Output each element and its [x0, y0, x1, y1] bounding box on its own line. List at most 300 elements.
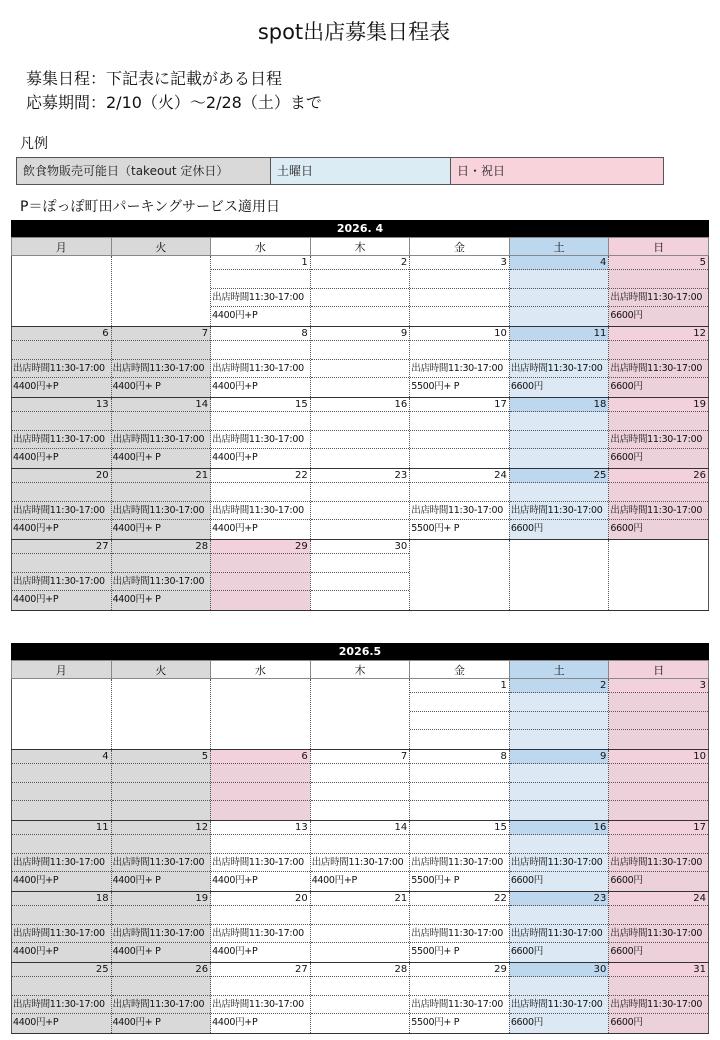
day-cell	[310, 469, 410, 540]
open-hours-text: 出店時間11:30-17:00	[311, 854, 410, 872]
fee-text: 4400円+ P	[112, 523, 161, 534]
cell-blank-row	[211, 270, 310, 289]
cell-blank-row	[112, 835, 211, 854]
open-hours-text: 出店時間11:30-17:00	[609, 289, 708, 307]
open-hours-text: 出店時間11:30-17:00	[112, 996, 211, 1014]
day-number	[510, 540, 609, 554]
fee-text: 6600円	[610, 381, 643, 392]
day-number: 19	[112, 892, 211, 906]
day-cell	[211, 679, 311, 750]
day-number: 20	[211, 892, 310, 906]
cell-blank-row	[12, 554, 111, 573]
weekday-header: 月	[12, 661, 112, 679]
open-hours-text: 出店時間11:30-17:00	[609, 996, 708, 1014]
open-hours-text: 出店時間11:30-17:00	[12, 360, 111, 378]
day-cell	[310, 821, 410, 892]
open-hours-text	[410, 431, 509, 449]
fee-text: 4400円+P	[311, 875, 357, 886]
day-cell	[111, 540, 211, 611]
open-hours-text: 出店時間11:30-17:00	[211, 854, 310, 872]
day-number	[112, 256, 211, 270]
day-number: 30	[510, 963, 609, 977]
open-hours-text	[311, 502, 410, 520]
cell-blank-row	[112, 554, 211, 573]
cell-blank-row	[609, 483, 708, 502]
fee-text: 4400円+P	[13, 946, 59, 957]
cell-blank-row	[410, 835, 509, 854]
day-number: 16	[311, 398, 410, 412]
day-cell	[609, 540, 709, 611]
fee-text	[311, 801, 410, 819]
day-number: 2	[311, 256, 410, 270]
day-cell	[609, 327, 709, 398]
cell-blank-row	[410, 693, 509, 712]
cell-blank-row	[311, 341, 410, 360]
day-number: 2	[510, 679, 609, 693]
day-cell	[310, 963, 410, 1034]
fee-text: 4400円+P	[212, 946, 258, 957]
open-hours-text: 出店時間11:30-17:00	[12, 431, 111, 449]
calendar-april	[11, 220, 709, 611]
day-cell	[111, 327, 211, 398]
day-cell	[12, 750, 112, 821]
open-hours-text: 出店時間11:30-17:00	[211, 360, 310, 378]
day-cell	[211, 821, 311, 892]
day-cell	[211, 327, 311, 398]
cell-blank-row	[12, 412, 111, 431]
cell-blank-row	[410, 270, 509, 289]
day-cell	[211, 469, 311, 540]
cell-blank-row	[211, 483, 310, 502]
day-cell	[111, 469, 211, 540]
legend-holiday: 日・祝日	[451, 158, 663, 184]
cell-blank-row	[311, 554, 410, 573]
open-hours-text: 出店時間11:30-17:00	[609, 502, 708, 520]
cell-blank-row	[12, 906, 111, 925]
day-number: 28	[311, 963, 410, 977]
day-number: 25	[510, 469, 609, 483]
open-hours-text	[510, 783, 609, 801]
open-hours-text: 出店時間11:30-17:00	[112, 502, 211, 520]
day-cell	[509, 540, 609, 611]
cell-blank-row	[112, 977, 211, 996]
day-cell	[410, 327, 510, 398]
fee-text: 5500円+ P	[411, 946, 460, 957]
weekday-header: 日	[609, 238, 709, 256]
fee-text	[112, 801, 211, 819]
cell-blank-row	[211, 906, 310, 925]
cell-blank-row	[609, 764, 708, 783]
open-hours-text: 出店時間11:30-17:00	[12, 996, 111, 1014]
fee-text	[311, 520, 410, 538]
day-number: 11	[510, 327, 609, 341]
fee-text	[311, 378, 410, 396]
cell-blank-row	[211, 554, 310, 573]
legend-saturday: 土曜日	[271, 158, 451, 184]
cell-blank-row	[311, 764, 410, 783]
fee-text: 4400円+P	[212, 523, 258, 534]
open-hours-text	[311, 431, 410, 449]
day-cell	[211, 750, 311, 821]
day-cell	[609, 469, 709, 540]
day-number: 4	[510, 256, 609, 270]
open-hours-text: 出店時間11:30-17:00	[609, 925, 708, 943]
open-hours-text: 出店時間11:30-17:00	[12, 502, 111, 520]
calendar-month-header: 2026.5	[11, 643, 709, 660]
day-cell	[111, 256, 211, 327]
cell-blank-row	[410, 764, 509, 783]
open-hours-text	[609, 712, 708, 730]
cell-blank-row	[311, 835, 410, 854]
weekday-header: 火	[111, 238, 211, 256]
open-hours-text	[311, 996, 410, 1014]
day-number: 1	[410, 679, 509, 693]
fee-text	[311, 591, 410, 609]
open-hours-text: 出店時間11:30-17:00	[609, 854, 708, 872]
cell-blank-row	[410, 977, 509, 996]
day-cell	[310, 892, 410, 963]
cell-blank-row	[609, 693, 708, 712]
fee-text: 4400円+P	[13, 594, 59, 605]
fee-text: 6600円	[510, 946, 543, 957]
day-cell	[310, 540, 410, 611]
day-cell	[509, 963, 609, 1034]
day-number: 22	[410, 892, 509, 906]
day-number: 25	[12, 963, 111, 977]
fee-text: 6600円	[610, 523, 643, 534]
legend-label: 凡例	[20, 136, 48, 152]
day-cell	[410, 256, 510, 327]
day-number: 21	[311, 892, 410, 906]
fee-text	[410, 449, 509, 467]
day-number: 5	[609, 256, 708, 270]
open-hours-text: 出店時間11:30-17:00	[112, 925, 211, 943]
cell-blank-row	[311, 977, 410, 996]
open-hours-text	[510, 431, 609, 449]
weekday-header: 金	[410, 238, 510, 256]
cell-blank-row	[211, 764, 310, 783]
day-number	[12, 679, 111, 693]
day-cell	[111, 892, 211, 963]
open-hours-text: 出店時間11:30-17:00	[211, 925, 310, 943]
open-hours-text: 出店時間11:30-17:00	[510, 925, 609, 943]
day-cell	[609, 821, 709, 892]
day-number: 11	[12, 821, 111, 835]
day-cell	[410, 398, 510, 469]
open-hours-text	[510, 289, 609, 307]
day-cell	[111, 750, 211, 821]
day-cell	[609, 892, 709, 963]
day-number: 27	[211, 963, 310, 977]
fee-text	[311, 307, 410, 325]
day-cell	[12, 398, 112, 469]
day-number: 13	[12, 398, 111, 412]
day-cell	[12, 821, 112, 892]
cell-blank-row	[510, 270, 609, 289]
open-hours-text	[311, 573, 410, 591]
weekday-header: 火	[111, 661, 211, 679]
day-number: 9	[311, 327, 410, 341]
day-number: 17	[609, 821, 708, 835]
day-number: 10	[410, 327, 509, 341]
day-cell	[509, 679, 609, 750]
cell-blank-row	[510, 412, 609, 431]
fee-text: 6600円	[610, 875, 643, 886]
weekday-header: 木	[310, 238, 410, 256]
day-number: 24	[609, 892, 708, 906]
open-hours-text: 出店時間11:30-17:00	[12, 854, 111, 872]
cell-blank-row	[410, 341, 509, 360]
cell-blank-row	[311, 412, 410, 431]
day-number: 17	[410, 398, 509, 412]
recruit-schedule-text: 募集日程：下記表に記載がある日程	[26, 69, 283, 88]
fee-text: 5500円+ P	[411, 523, 460, 534]
fee-text: 4400円+P	[212, 1017, 258, 1028]
cell-blank-row	[311, 270, 410, 289]
cell-blank-row	[112, 764, 211, 783]
day-cell	[609, 679, 709, 750]
day-cell	[12, 540, 112, 611]
day-cell	[211, 398, 311, 469]
day-number: 22	[211, 469, 310, 483]
day-cell	[509, 398, 609, 469]
cell-blank-row	[609, 412, 708, 431]
fee-text: 6600円	[510, 523, 543, 534]
day-cell	[609, 963, 709, 1034]
fee-text: 4400円+ P	[112, 594, 161, 605]
open-hours-text: 出店時間11:30-17:00	[410, 925, 509, 943]
day-cell	[410, 821, 510, 892]
open-hours-text: 出店時間11:30-17:00	[112, 431, 211, 449]
fee-text: 4400円+P	[13, 875, 59, 886]
day-cell	[111, 821, 211, 892]
day-cell	[509, 469, 609, 540]
cell-blank-row	[211, 341, 310, 360]
day-number: 14	[311, 821, 410, 835]
fee-text: 6600円	[610, 310, 643, 321]
open-hours-text	[211, 573, 310, 591]
fee-text: 4400円+ P	[112, 875, 161, 886]
cell-blank-row	[12, 341, 111, 360]
fee-text: 6600円	[610, 452, 643, 463]
fee-text	[311, 449, 410, 467]
day-cell	[509, 750, 609, 821]
day-number: 29	[211, 540, 310, 554]
open-hours-text: 出店時間11:30-17:00	[211, 431, 310, 449]
fee-text: 4400円+P	[13, 523, 59, 534]
cell-blank-row	[211, 412, 310, 431]
cell-blank-row	[112, 341, 211, 360]
day-number: 6	[12, 327, 111, 341]
open-hours-text	[609, 783, 708, 801]
day-cell	[310, 398, 410, 469]
legend	[16, 157, 664, 185]
weekday-header: 土	[509, 661, 609, 679]
day-number: 26	[112, 963, 211, 977]
day-cell	[211, 256, 311, 327]
day-number: 16	[510, 821, 609, 835]
fee-text: 6600円	[610, 946, 643, 957]
day-cell	[609, 398, 709, 469]
open-hours-text	[510, 712, 609, 730]
cell-blank-row	[510, 906, 609, 925]
day-cell	[509, 821, 609, 892]
cell-blank-row	[609, 835, 708, 854]
open-hours-text: 出店時間11:30-17:00	[510, 502, 609, 520]
day-number: 7	[112, 327, 211, 341]
cell-blank-row	[510, 835, 609, 854]
open-hours-text	[311, 289, 410, 307]
fee-text	[311, 943, 410, 961]
day-number: 15	[211, 398, 310, 412]
fee-text	[410, 730, 509, 748]
cell-blank-row	[311, 906, 410, 925]
weekday-header: 水	[211, 661, 311, 679]
fee-text: 6600円	[510, 875, 543, 886]
day-cell	[509, 256, 609, 327]
cell-blank-row	[510, 977, 609, 996]
open-hours-text: 出店時間11:30-17:00	[510, 360, 609, 378]
open-hours-text: 出店時間11:30-17:00	[510, 996, 609, 1014]
day-number: 28	[112, 540, 211, 554]
day-cell	[509, 892, 609, 963]
open-hours-text: 出店時間11:30-17:00	[410, 502, 509, 520]
fee-text	[410, 801, 509, 819]
fee-text: 6600円	[610, 1017, 643, 1028]
cell-blank-row	[410, 412, 509, 431]
day-cell	[509, 327, 609, 398]
day-cell	[12, 963, 112, 1034]
day-cell	[111, 679, 211, 750]
cell-blank-row	[609, 906, 708, 925]
cell-blank-row	[112, 906, 211, 925]
open-hours-text: 出店時間11:30-17:00	[211, 289, 310, 307]
day-cell	[310, 679, 410, 750]
day-number: 5	[112, 750, 211, 764]
weekday-header: 木	[310, 661, 410, 679]
day-number	[609, 540, 708, 554]
open-hours-text: 出店時間11:30-17:00	[211, 996, 310, 1014]
day-cell	[310, 327, 410, 398]
day-cell	[12, 679, 112, 750]
day-cell	[310, 750, 410, 821]
day-number: 8	[211, 327, 310, 341]
day-number: 3	[609, 679, 708, 693]
day-cell	[410, 892, 510, 963]
day-cell	[12, 469, 112, 540]
fee-text	[211, 801, 310, 819]
open-hours-text	[311, 360, 410, 378]
open-hours-text: 出店時間11:30-17:00	[510, 854, 609, 872]
fee-text	[609, 801, 708, 819]
weekday-header: 金	[410, 661, 510, 679]
day-number: 14	[112, 398, 211, 412]
open-hours-text	[211, 783, 310, 801]
open-hours-text: 出店時間11:30-17:00	[112, 573, 211, 591]
day-number: 29	[410, 963, 509, 977]
cell-blank-row	[12, 835, 111, 854]
open-hours-text	[311, 925, 410, 943]
day-number: 10	[609, 750, 708, 764]
fee-text	[510, 730, 609, 748]
day-cell	[410, 963, 510, 1034]
fee-text: 4400円+P	[212, 310, 258, 321]
cell-blank-row	[12, 764, 111, 783]
fee-text: 4400円+P	[212, 452, 258, 463]
day-number	[311, 679, 410, 693]
open-hours-text	[112, 783, 211, 801]
cell-blank-row	[12, 483, 111, 502]
application-period-text: 応募期間：2/10（火）〜2/28（土）まで	[26, 93, 322, 112]
open-hours-text	[410, 712, 509, 730]
fee-text	[609, 730, 708, 748]
day-cell	[12, 892, 112, 963]
fee-text	[311, 1014, 410, 1032]
open-hours-text: 出店時間11:30-17:00	[112, 360, 211, 378]
day-cell	[12, 256, 112, 327]
day-number: 24	[410, 469, 509, 483]
day-number: 12	[112, 821, 211, 835]
legend-food-day: 飲食物販売可能日（takeout 定休日）	[17, 158, 271, 184]
day-cell	[111, 963, 211, 1034]
open-hours-text: 出店時間11:30-17:00	[112, 854, 211, 872]
day-number: 18	[12, 892, 111, 906]
fee-text	[510, 449, 609, 467]
day-cell	[410, 679, 510, 750]
day-number: 1	[211, 256, 310, 270]
day-number: 18	[510, 398, 609, 412]
fee-text: 4400円+P	[13, 1017, 59, 1028]
cell-blank-row	[311, 483, 410, 502]
day-number: 4	[12, 750, 111, 764]
fee-text: 4400円+ P	[112, 1017, 161, 1028]
day-cell	[211, 892, 311, 963]
calendar-may	[11, 643, 709, 1034]
day-cell	[410, 540, 510, 611]
cell-blank-row	[609, 977, 708, 996]
day-cell	[410, 750, 510, 821]
fee-text: 4400円+P	[13, 452, 59, 463]
cell-blank-row	[112, 483, 211, 502]
day-number: 7	[311, 750, 410, 764]
page-title: spot出店募集日程表	[257, 20, 451, 44]
day-number	[12, 256, 111, 270]
day-number: 30	[311, 540, 410, 554]
open-hours-text: 出店時間11:30-17:00	[12, 925, 111, 943]
open-hours-text	[410, 289, 509, 307]
fee-text	[410, 307, 509, 325]
day-number: 26	[609, 469, 708, 483]
fee-text: 4400円+P	[212, 875, 258, 886]
open-hours-text: 出店時間11:30-17:00	[609, 431, 708, 449]
fee-text	[12, 801, 111, 819]
day-number: 27	[12, 540, 111, 554]
fee-text: 5500円+ P	[411, 875, 460, 886]
calendar-month-header: 2026. 4	[11, 220, 709, 237]
cell-blank-row	[211, 835, 310, 854]
day-number	[410, 540, 509, 554]
cell-blank-row	[510, 483, 609, 502]
cell-blank-row	[510, 764, 609, 783]
open-hours-text: 出店時間11:30-17:00	[211, 502, 310, 520]
weekday-header: 水	[211, 238, 311, 256]
fee-text: 4400円+P	[212, 381, 258, 392]
fee-text	[211, 591, 310, 609]
fee-text: 4400円+ P	[112, 452, 161, 463]
weekday-header: 土	[509, 238, 609, 256]
cell-blank-row	[410, 483, 509, 502]
open-hours-text: 出店時間11:30-17:00	[410, 360, 509, 378]
